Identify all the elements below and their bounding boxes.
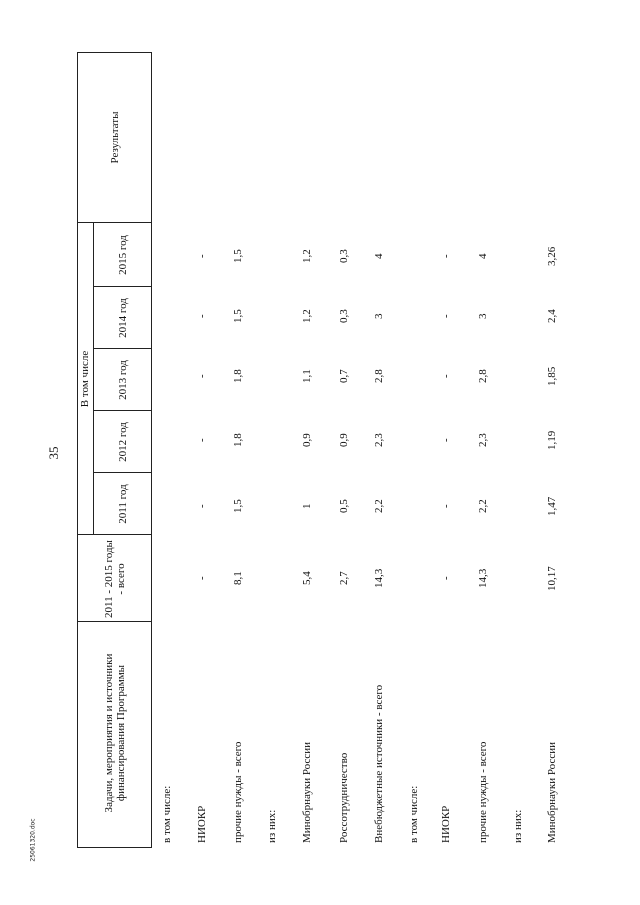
table-cell-value: - xyxy=(440,504,452,508)
header-in-total-text: В том числе xyxy=(79,350,91,408)
table-cell-value: 1,5 xyxy=(232,499,244,513)
table-cell-value: 14,3 xyxy=(477,568,489,588)
table-cell-value: 2,3 xyxy=(477,433,489,447)
header-task-text: Задачи, мероприятия и источники финансирования Программы xyxy=(102,653,127,813)
table-cell-value: 0,7 xyxy=(338,369,350,383)
table-row-label: прочие нужды - всего xyxy=(232,741,244,843)
header-total-col xyxy=(79,537,150,621)
table-cell-value: 2,3 xyxy=(373,433,385,447)
header-task-col xyxy=(79,624,150,842)
table-header xyxy=(77,52,152,847)
table-cell-value: 1 xyxy=(301,503,313,509)
year-label: 2012 год xyxy=(116,422,129,462)
table-row-label: в том числе: xyxy=(408,785,420,843)
table-cell-value: 1,5 xyxy=(232,309,244,323)
table-cell-value: - xyxy=(196,314,208,318)
table-cell-value: - xyxy=(196,254,208,258)
year-label: 2014 год xyxy=(116,298,129,338)
table-cell-value: 0,3 xyxy=(338,309,350,323)
year-label: 2013 год xyxy=(116,360,129,400)
header-year-2015 xyxy=(95,223,150,287)
table-cell-value: 2,8 xyxy=(477,369,489,383)
table-cell-value: 1,8 xyxy=(232,369,244,383)
table-cell-value: - xyxy=(440,576,452,580)
table-cell-value: 8,1 xyxy=(232,571,244,585)
table-cell-value: 2,4 xyxy=(546,309,558,323)
table-cell-value: 1,2 xyxy=(301,309,313,323)
table-cell-value: 1,8 xyxy=(232,433,244,447)
table-cell-value: - xyxy=(196,576,208,580)
header-year-2011 xyxy=(95,473,150,535)
header-year-2014 xyxy=(95,287,150,349)
header-year-2013 xyxy=(95,349,150,411)
table-row-label: Внебюджетные источники - всего xyxy=(373,684,385,843)
header-results-col xyxy=(79,52,150,223)
table-cell-value: - xyxy=(440,374,452,378)
table-cell-value: 1,2 xyxy=(301,249,313,263)
page-number: 35 xyxy=(46,446,61,460)
table-cell-value: 3 xyxy=(373,313,385,319)
header-years-top xyxy=(93,223,94,535)
table-row-label: в том числе: xyxy=(161,785,173,843)
table-cell-value: 2,8 xyxy=(373,369,385,383)
table-cell-value: 0,5 xyxy=(338,499,350,513)
table-cell-value: 2,2 xyxy=(373,499,385,513)
footer-doc-code: 25061320.doc xyxy=(29,818,37,862)
table-cell-value: 1,1 xyxy=(301,369,313,383)
table-row-label: НИОКР xyxy=(196,805,208,843)
header-results-text: Результаты xyxy=(108,111,121,164)
table-cell-value: 1,85 xyxy=(546,366,558,386)
header-total-text: 2011 - 2015 годы - всего xyxy=(102,540,127,618)
table-cell-value: 2,2 xyxy=(477,499,489,513)
table-cell-value: 4 xyxy=(373,253,385,259)
table-cell-value: 0,9 xyxy=(338,433,350,447)
table-cell-value: 4 xyxy=(477,253,489,259)
table-cell-value: 0,3 xyxy=(338,249,350,263)
table-cell-value: 5,4 xyxy=(301,571,313,585)
table-row-label: из них: xyxy=(266,809,278,843)
table-cell-value: 2,7 xyxy=(338,571,350,585)
table-cell-value: 3 xyxy=(477,313,489,319)
year-label: 2011 год xyxy=(116,484,129,524)
table-cell-value: - xyxy=(440,438,452,442)
table-cell-value: - xyxy=(196,438,208,442)
table-cell-value: - xyxy=(440,254,452,258)
table-cell-value: 10,17 xyxy=(546,565,558,591)
table-cell-value: 1,19 xyxy=(546,430,558,450)
table-row-label: прочие нужды - всего xyxy=(477,741,489,843)
table-cell-value: - xyxy=(196,504,208,508)
table-bottom-border xyxy=(77,847,151,848)
table-row-label: НИОКР xyxy=(440,805,452,843)
table-row-label: Минобрнауки России xyxy=(546,742,558,843)
table-cell-value: 3,26 xyxy=(546,246,558,266)
table-row-label: из них: xyxy=(512,809,524,843)
header-in-total xyxy=(77,223,93,535)
table-cell-value: 0,9 xyxy=(301,433,313,447)
year-label: 2015 год xyxy=(116,235,129,275)
header-sep-task xyxy=(77,621,152,622)
table-cell-value: 1,47 xyxy=(546,496,558,516)
table-row-label: Россотрудничество xyxy=(338,752,350,843)
table-cell-value: - xyxy=(196,374,208,378)
header-year-2012 xyxy=(95,411,150,473)
table-cell-value: 14,3 xyxy=(373,568,385,588)
table-cell-value: 1,5 xyxy=(232,249,244,263)
table-row-label: Минобрнауки России xyxy=(301,742,313,843)
table-cell-value: - xyxy=(440,314,452,318)
